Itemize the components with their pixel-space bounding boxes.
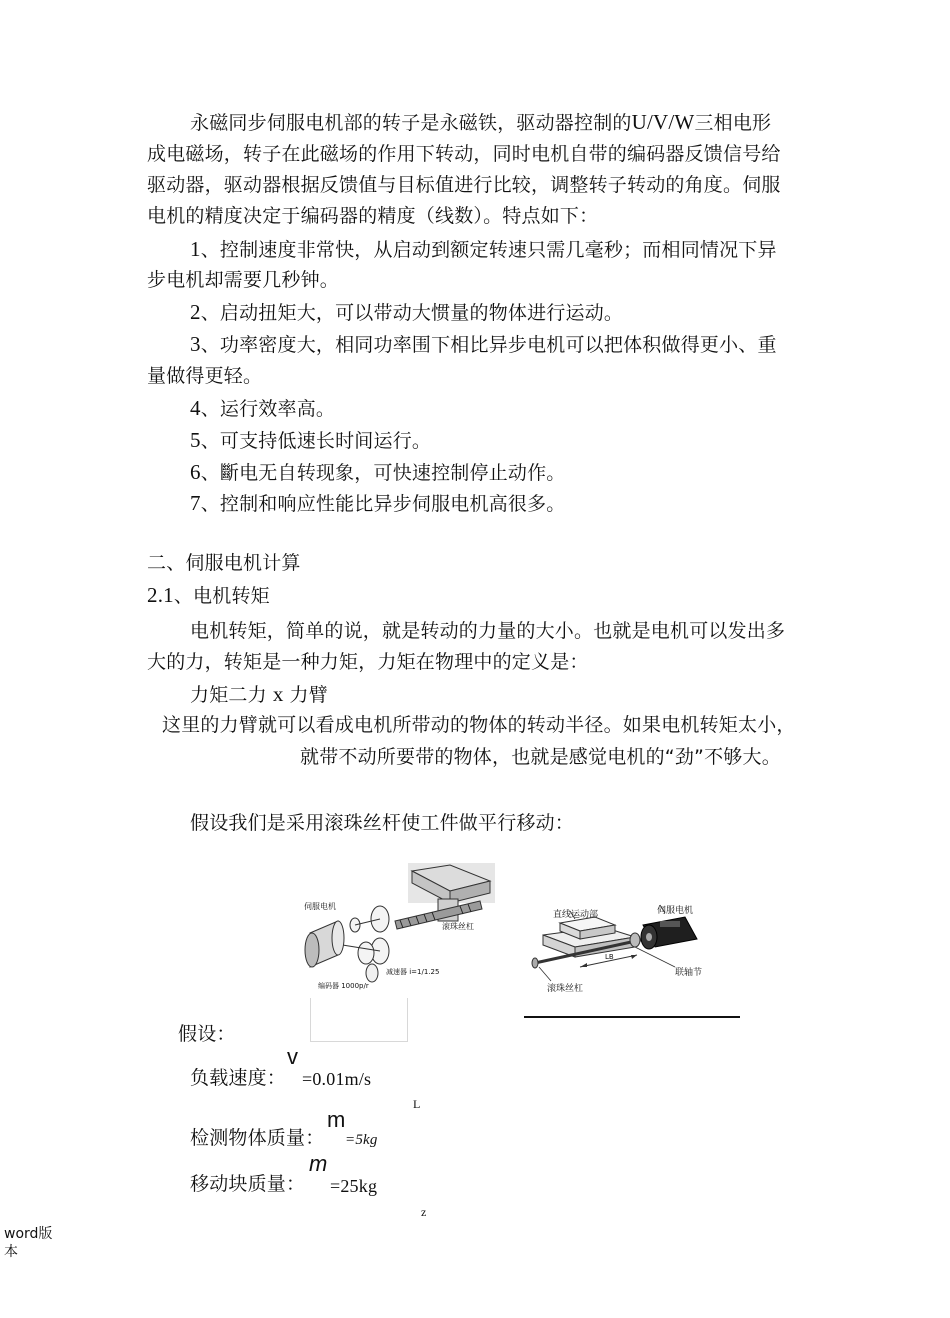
feature-number: 6 — [190, 460, 201, 484]
label-servo-motor: 伺服电机 — [304, 902, 336, 911]
feature-1 — [190, 237, 777, 262]
feature-number: 5 — [190, 428, 201, 452]
footer-ben: 本 — [4, 1244, 18, 1260]
feature-4 — [190, 396, 335, 421]
subsection-heading — [147, 583, 270, 608]
ball-screw-diagram — [300, 863, 495, 998]
block-subscript: z — [421, 1205, 427, 1219]
intro-line-1 — [190, 110, 771, 135]
feature-7 — [190, 491, 566, 516]
label-encoder: 编码器 1000p/r — [318, 982, 369, 990]
mass-variable: m — [327, 1107, 346, 1132]
assume-label: 假设： — [178, 1023, 236, 1045]
feature-number: 2 — [190, 300, 201, 324]
block-mass-variable: m — [309, 1151, 328, 1176]
speed-variable: v — [287, 1044, 299, 1069]
feature-text: 、斷电无自转现象，可快速控制停止动作。 — [200, 462, 566, 484]
torque-formula — [190, 682, 328, 707]
footer-word-version: word版 — [4, 1226, 53, 1242]
arm-para-line-1: 这里的力臂就可以看成电机所带动的物体的转动半径。如果电机转矩太小， — [162, 714, 796, 736]
subsection-number: 2.1 — [147, 583, 174, 607]
label-reducer: 减速器 i=1/1.25 — [386, 968, 440, 976]
speed-value: =0.01m/s — [302, 1069, 372, 1089]
feature-number: 4 — [190, 396, 201, 420]
feature-text: 、控制速度非常快，从启动到额定转速只需几毫秒；而相同情况下异 — [200, 239, 777, 261]
feature-1-cont: 步电机却需要几秒钟。 — [147, 269, 340, 291]
arm-para-line-2: 就带不动所要带的物体，也就是感觉电机的“劲”不够大。 — [300, 746, 781, 768]
assume-intro: 假设我们是采用滚珠丝杆使工件做平行移动： — [190, 812, 575, 834]
intro-line-4: 电机的精度决定于编码器的精度（线数）。特点如下： — [147, 205, 599, 227]
block-mass-label: 移动块质量： — [190, 1173, 306, 1195]
torque-para-line-2: 大的力，转矩是一种力矩，力矩在物理中的定义是： — [147, 651, 589, 673]
figure-underline — [524, 1016, 740, 1018]
block-mass-value: =25kg — [330, 1176, 378, 1196]
label-ball-screw: 滚珠丝杠 — [442, 922, 474, 931]
label-length: LB — [605, 953, 614, 961]
feature-3 — [190, 332, 777, 357]
feature-2 — [190, 300, 623, 325]
linear-stage-diagram — [525, 897, 740, 997]
feature-number: 1 — [190, 237, 201, 261]
intro-text: 永磁同步伺服电机部的转子是永磁铁，驱动器控制的 — [190, 112, 632, 134]
feature-text: 、启动扭矩大，可以带动大惯量的物体进行运动。 — [200, 302, 624, 324]
speed-subscript: L — [413, 1097, 421, 1111]
uvw-text: U/V/W — [631, 110, 695, 134]
feature-3-cont: 量做得更轻。 — [147, 365, 263, 387]
load-speed-label: 负载速度： — [190, 1067, 287, 1089]
object-mass-label: 检测物体质量： — [190, 1127, 325, 1149]
feature-text: 、运行效率高。 — [200, 398, 336, 420]
torque-para-line-1: 电机转矩，简单的说，就是转动的力量的大小。也就是电机可以发出多 — [190, 620, 786, 642]
feature-text: 、可支持低速长时间运行。 — [200, 430, 432, 452]
formula-times: x — [272, 682, 284, 706]
feature-text: 、功率密度大，相同功率围下相比异步电机可以把体积做得更小、重 — [200, 334, 777, 356]
intro-line-3: 驱动器，驱动器根据反馈值与目标值进行比较，调整转子转动的角度。伺服 — [147, 174, 781, 196]
section-heading: 二、伺服电机计算 — [147, 552, 301, 574]
feature-number: 7 — [190, 491, 201, 515]
label-linear-part: 直线运动部 — [553, 910, 599, 920]
subsection-title: 、电机转矩 — [173, 585, 270, 607]
intro-text-tail: 三相电形 — [694, 112, 772, 134]
formula-right: 力臂 — [289, 684, 328, 706]
label-right-ball-screw: 滚珠丝杠 — [547, 984, 584, 994]
formula-left: 力矩二力 — [190, 684, 267, 706]
feature-6 — [190, 460, 566, 485]
intro-line-2: 成电磁场，转子在此磁场的作用下转动，同时电机自带的编码器反馈信号给 — [147, 143, 781, 165]
label-right-servo-motor: 伺服电机 — [657, 906, 694, 916]
feature-5 — [190, 428, 431, 453]
mass-value: =5kg — [345, 1132, 378, 1148]
feature-text: 、控制和响应性能比异步伺服电机高很多。 — [200, 493, 566, 515]
label-coupling: 联轴节 — [675, 968, 703, 978]
feature-number: 3 — [190, 332, 201, 356]
